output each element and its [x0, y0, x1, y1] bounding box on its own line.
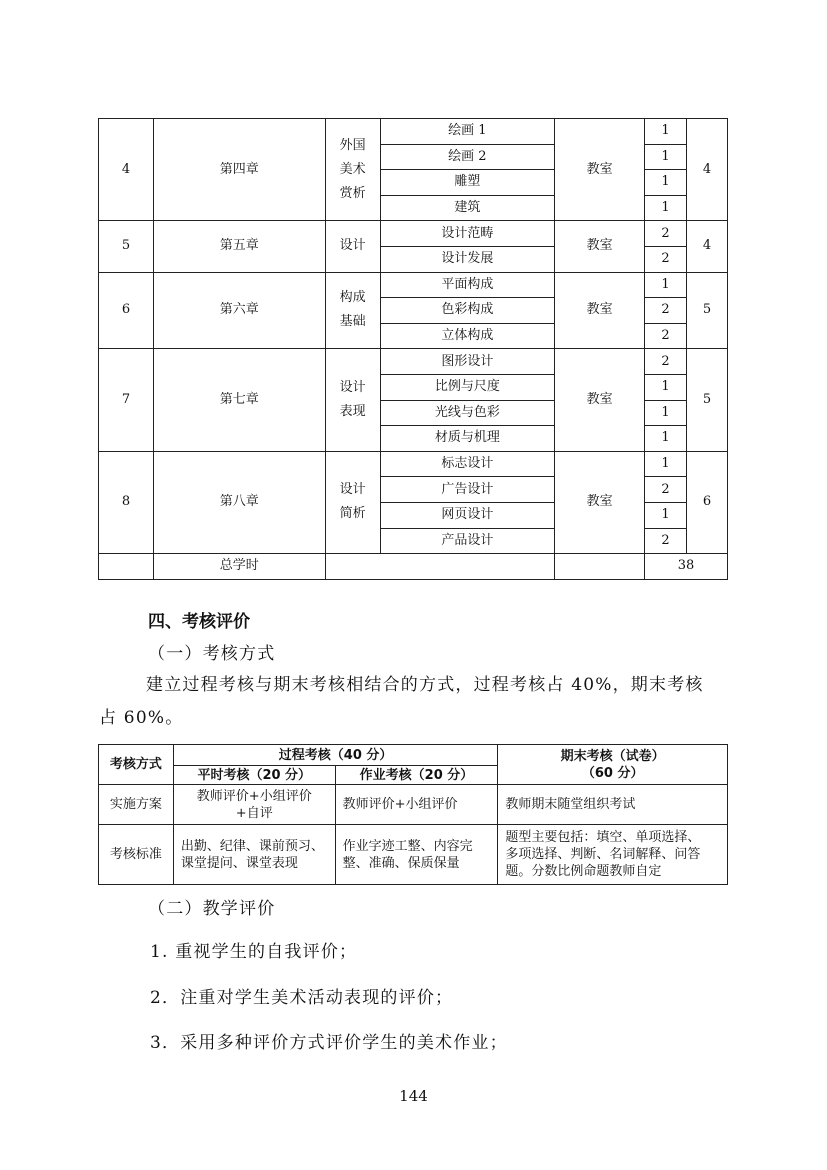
- cell-homework: 教师评价+小组评价: [335, 785, 498, 825]
- cell-empty: [555, 554, 645, 580]
- cell-hours: 2: [645, 221, 687, 247]
- cell-hours: 2: [645, 298, 687, 324]
- cell-room: 教室: [555, 221, 645, 272]
- module-line: 赏析: [339, 185, 366, 201]
- cell-usual: [173, 825, 335, 885]
- cell-hours: 1: [645, 170, 687, 196]
- cell-total: 6: [687, 451, 728, 553]
- cell-topic: 图形设计: [380, 349, 555, 375]
- header-final: [498, 745, 728, 785]
- module-line: 构成: [339, 290, 366, 306]
- cell-chapter: 第八章: [153, 451, 325, 553]
- cell-total: 4: [687, 119, 728, 221]
- cell-topic: 绘画 2: [380, 144, 555, 170]
- total-row: [99, 554, 728, 580]
- cell-line: 题。分数比例命题教师自定: [505, 864, 662, 879]
- paragraph-line: 建立过程考核与期末考核相结合的方式，过程考核占 40%，期末考核: [146, 675, 704, 695]
- cell-topic: 建筑: [380, 195, 555, 221]
- cell-line: 出勤、纪律、课前预习、: [180, 838, 324, 854]
- section-heading: 四、考核评价: [148, 612, 250, 632]
- cell-chapter: 第七章: [153, 349, 325, 451]
- module-line: 外国: [339, 137, 366, 153]
- page-number: 144: [399, 1087, 428, 1105]
- cell-total-hours: 38: [645, 554, 728, 580]
- cell-hours: 1: [645, 502, 687, 528]
- module-line: 设计: [339, 482, 366, 498]
- cell-homework: [335, 825, 498, 885]
- cell-topic: 平面构成: [380, 272, 555, 298]
- cell-no: 4: [99, 119, 154, 221]
- cell-line: 课堂提问、课堂表现: [180, 855, 298, 871]
- cell-no: 5: [99, 221, 154, 272]
- cell-empty: [99, 554, 154, 580]
- cell-line: 题型主要包括：填空、单项选择、: [505, 830, 701, 845]
- cell-topic: 产品设计: [380, 528, 555, 554]
- cell-module: [325, 349, 380, 451]
- table-row: [99, 119, 728, 145]
- cell-module: [325, 272, 380, 349]
- cell-topic: 设计范畴: [380, 221, 555, 247]
- header-process: 过程考核（40 分）: [173, 745, 497, 766]
- table-row: [99, 451, 728, 477]
- subsection-heading: （一）考核方式: [148, 644, 276, 664]
- table-row: [99, 272, 728, 298]
- cell-hours: 1: [645, 195, 687, 221]
- course-schedule-table: [98, 118, 728, 580]
- module-line: 设计: [339, 380, 366, 396]
- cell-empty: [325, 554, 555, 580]
- cell-no: 7: [99, 349, 154, 451]
- list-item: 3．采用多种评价方式评价学生的美术作业；: [150, 1033, 508, 1053]
- cell-hours: 1: [645, 426, 687, 452]
- cell-hours: 2: [645, 246, 687, 272]
- subsection-heading: （二）教学评价: [148, 899, 276, 919]
- cell-hours: 2: [645, 477, 687, 503]
- cell-line: 多项选择、判断、名词解释、问答: [505, 847, 701, 862]
- cell-topic: 设计发展: [380, 246, 555, 272]
- cell-hours: 1: [645, 451, 687, 477]
- cell-total-label: 总学时: [153, 554, 325, 580]
- module-line: 简析: [339, 506, 366, 522]
- cell-topic: 绘画 1: [380, 119, 555, 145]
- header-method: 考核方式: [99, 745, 174, 785]
- cell-topic: 立体构成: [380, 323, 555, 349]
- cell-chapter: 第四章: [153, 119, 325, 221]
- cell-room: 教室: [555, 272, 645, 349]
- cell-chapter: 第五章: [153, 221, 325, 272]
- cell-hours: 1: [645, 119, 687, 145]
- list-item: 2．注重对学生美术活动表现的评价；: [150, 988, 454, 1008]
- cell-topic: 网页设计: [380, 502, 555, 528]
- cell-room: 教室: [555, 349, 645, 451]
- cell-no: 8: [99, 451, 154, 553]
- cell-topic: 色彩构成: [380, 298, 555, 324]
- cell-line: +自评: [235, 805, 273, 821]
- cell-line: 整、准确、保质保量: [342, 855, 460, 871]
- cell-final: [498, 825, 728, 885]
- cell-hours: 1: [645, 374, 687, 400]
- cell-hours: 2: [645, 323, 687, 349]
- cell-line: 作业字迹工整、内容完: [342, 838, 473, 854]
- cell-hours: 1: [645, 144, 687, 170]
- header-homework: 作业考核（20 分）: [335, 766, 498, 785]
- cell-usual: [173, 785, 335, 825]
- cell-module: [325, 221, 380, 272]
- row-label: 实施方案: [99, 785, 174, 825]
- cell-room: 教室: [555, 119, 645, 221]
- cell-hours: 2: [645, 528, 687, 554]
- cell-topic: 光线与色彩: [380, 400, 555, 426]
- header-final-line: 期末考核（试卷）: [560, 748, 665, 764]
- cell-hours: 1: [645, 272, 687, 298]
- cell-total: 4: [687, 221, 728, 272]
- cell-module: [325, 451, 380, 553]
- module-line: 基础: [339, 314, 366, 330]
- cell-topic: 雕塑: [380, 170, 555, 196]
- row-label: 考核标准: [99, 825, 174, 885]
- cell-room: 教室: [555, 451, 645, 553]
- assessment-table: [98, 744, 728, 885]
- module-line: 表现: [339, 404, 366, 420]
- cell-no: 6: [99, 272, 154, 349]
- cell-module: [325, 119, 380, 221]
- cell-final: 教师期末随堂组织考试: [498, 785, 728, 825]
- cell-chapter: 第六章: [153, 272, 325, 349]
- cell-line: 教师评价+小组评价: [196, 788, 312, 804]
- cell-hours: 1: [645, 400, 687, 426]
- table-row: [99, 349, 728, 375]
- cell-hours: 2: [645, 349, 687, 375]
- module-line: 美术: [339, 161, 366, 177]
- list-item: 1. 重视学生的自我评价；: [150, 942, 358, 962]
- cell-topic: 标志设计: [380, 451, 555, 477]
- cell-topic: 广告设计: [380, 477, 555, 503]
- cell-topic: 材质与机理: [380, 426, 555, 452]
- cell-total: 5: [687, 272, 728, 349]
- cell-topic: 比例与尺度: [380, 374, 555, 400]
- header-final-line: （60 分）: [581, 765, 644, 781]
- cell-total: 5: [687, 349, 728, 451]
- table-row: [99, 221, 728, 247]
- paragraph-line: 占 60%。: [99, 708, 184, 728]
- header-usual: 平时考核（20 分）: [173, 766, 335, 785]
- module-line: 设计: [339, 238, 366, 254]
